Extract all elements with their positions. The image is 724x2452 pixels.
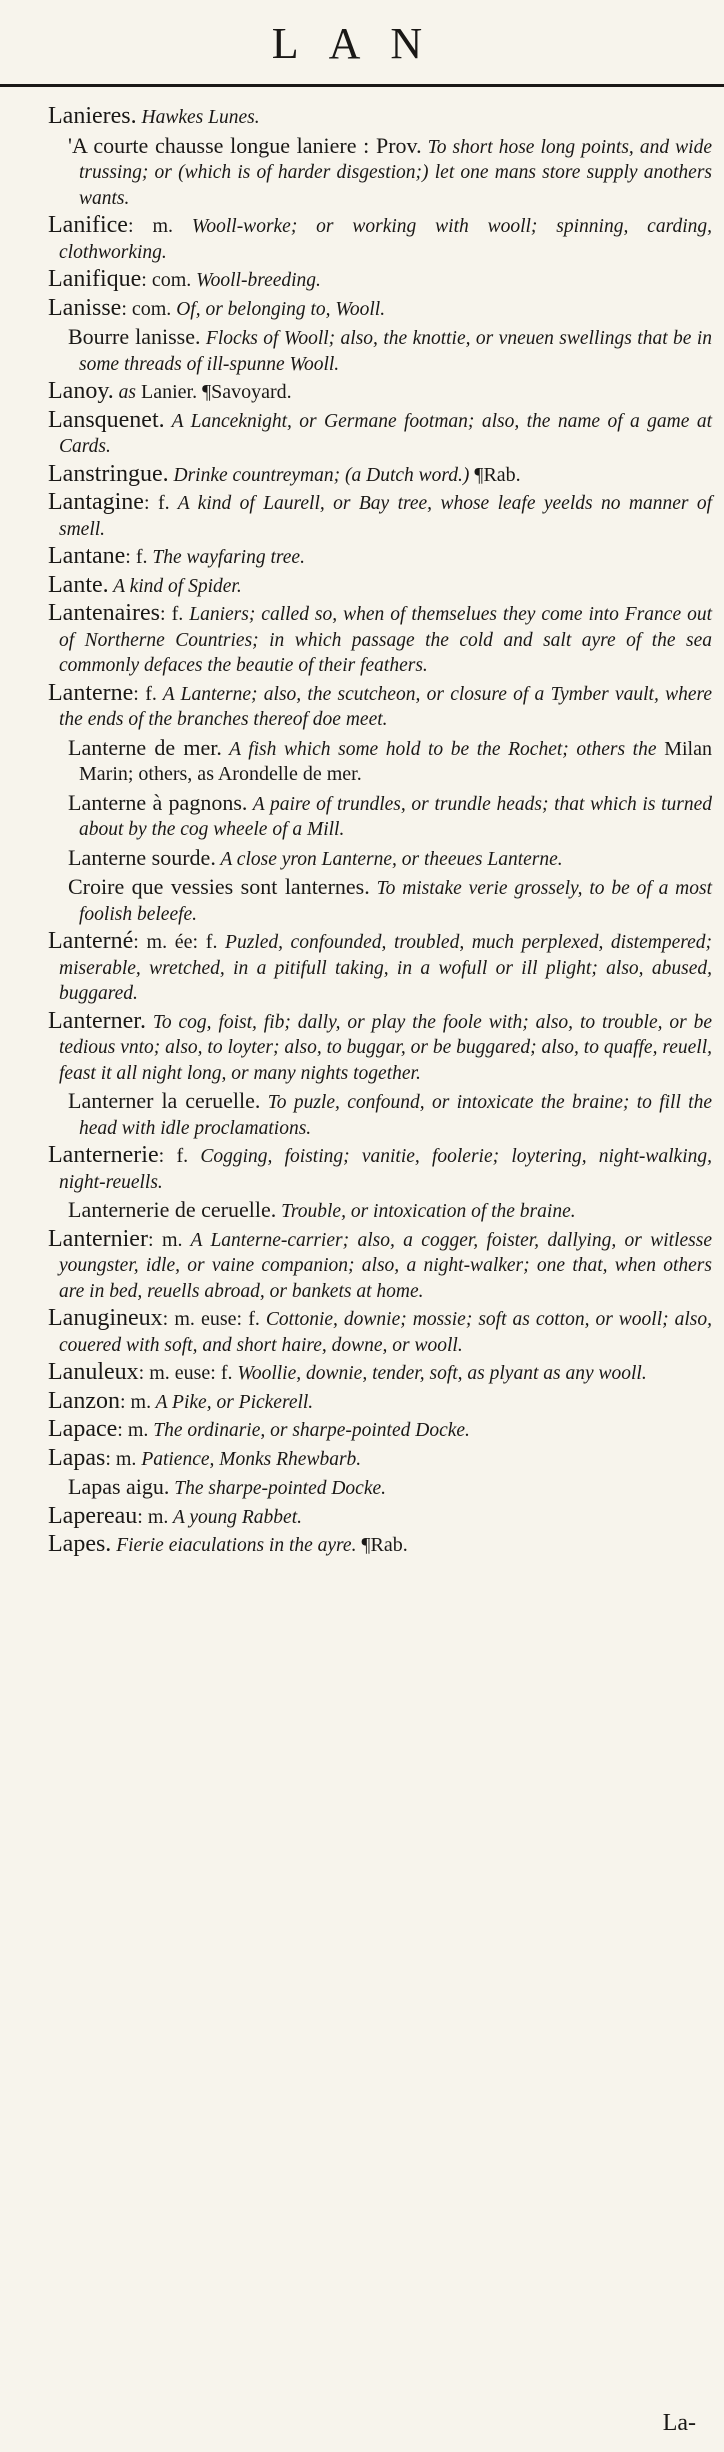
- headword: Lanternerie: [48, 1142, 159, 1168]
- sub-entry: [48, 1474, 712, 1502]
- headword: Lanternier: [48, 1225, 148, 1252]
- definition: Woollie, downie, tender, soft, as plyant as any wooll.: [232, 1363, 647, 1384]
- catchword: La-: [662, 2410, 696, 2436]
- headword: Lapas: [48, 1444, 106, 1471]
- entry-tail: ¶Rab.: [356, 1534, 408, 1556]
- grammar-label: : m.: [119, 1390, 152, 1413]
- headword: Lanterné: [48, 928, 134, 954]
- entry-tail: ¶Rab.: [469, 463, 521, 486]
- definition: The sharpe-pointed Docke.: [169, 1478, 387, 1499]
- definition: A paire of trundles, or trundle heads; that which is turned about by the cog wheele of a Mill.: [79, 793, 713, 840]
- definition: Of, or belonging to, Wooll.: [171, 298, 386, 320]
- dictionary-entry: [48, 1360, 712, 1387]
- definition: Patience, Monks Rhewbarb.: [136, 1448, 362, 1470]
- sub-entry: [48, 845, 712, 873]
- grammar-label: : f.: [125, 546, 148, 568]
- headword: Lanuleux: [48, 1359, 139, 1385]
- dictionary-entry: [48, 296, 712, 323]
- definition: Trouble, or intoxication of the braine.: [276, 1201, 576, 1222]
- definition: To short hose long points, and wide trussing; or (which is of harder disgestion;) let one mans store supply anothers wants.: [79, 136, 712, 209]
- headword: Lanifice: [48, 212, 128, 238]
- definition: The wayfaring tree.: [147, 547, 305, 568]
- definition: A fish which some hold to be the Rochet; others the: [221, 738, 657, 760]
- headword: Lantagine: [48, 489, 144, 515]
- grammar-label: : m.: [105, 1447, 137, 1470]
- definition: A Pike, or Pickerell.: [151, 1391, 314, 1413]
- definition: A young Rabbet.: [168, 1506, 302, 1528]
- headword: Lantane: [48, 543, 126, 569]
- dictionary-entry: [48, 1446, 712, 1473]
- definition: To puzle, confound, or intoxicate the braine; to fill the head with idle proclamations.: [79, 1092, 713, 1139]
- definition: Cottonie, downie; mossie; soft as cotton, or wooll; also, couered with soft, and short haire, downe, or wooll.: [59, 1309, 713, 1356]
- definition: Laniers; called so, when of themselues they come into France out of Northerne Countries; in which passage the cold and salt ayre of the sea commonly defaces the beautie of their feathers.: [59, 604, 712, 676]
- definition: A Lanterne; also, the scutcheon, or closure of a Tymber vault, where the ends of the branches thereof doe meet.: [59, 683, 713, 730]
- headword: Lanternerie de ceruelle.: [68, 1197, 277, 1222]
- headword: Lanieres.: [48, 103, 137, 129]
- entry-tail: Milan Marin; others, as Arondelle de mer.: [79, 737, 712, 785]
- definition: A Lanterne-carrier; also, a cogger, foister, dallying, or witlesse youngster, idle, or vaine companion; also, a night-walker; one that, when others are in bed, reuells abroad, or bankets at home.: [59, 1229, 712, 1302]
- dictionary-entry: [48, 267, 712, 294]
- header-rule: [0, 84, 724, 87]
- sub-entry: [48, 1197, 712, 1225]
- headword: Lanterne à pagnons.: [68, 789, 248, 815]
- headword: Lante.: [48, 571, 109, 598]
- entry-list: [48, 104, 712, 1561]
- definition: Wooll-breeding.: [191, 270, 321, 291]
- sub-entry: [48, 874, 712, 927]
- definition: To mistake verie grossely, to be of a most foolish beleefe.: [79, 878, 713, 925]
- grammar-label: : m.: [127, 215, 174, 237]
- definition: A kind of Laurell, or Bay tree, whose leafe yeelds no manner of smell.: [59, 493, 712, 540]
- headword: Lantenaires: [48, 600, 160, 626]
- definition: Cogging, foisting; vanitie, foolerie; loytering, night-walking, night-reuells.: [59, 1146, 713, 1193]
- headword: Lapas aigu.: [68, 1474, 170, 1499]
- definition: Puzled, confounded, troubled, much perplexed, distempered; miserable, wretched, in a pitifull taking, in a wofull or ill plight; also, abused, buggared.: [59, 932, 712, 1004]
- dictionary-entry: [48, 601, 712, 679]
- grammar-label: : com.: [121, 297, 172, 320]
- dictionary-entry: [48, 1306, 712, 1358]
- headword: Lanisse: [48, 294, 122, 321]
- dictionary-entry: [48, 573, 712, 600]
- grammar-label: : f.: [159, 603, 184, 625]
- dictionary-entry: [48, 1417, 712, 1444]
- grammar-label: : f.: [133, 682, 157, 705]
- dictionary-entry: [48, 408, 712, 460]
- dictionary-entry: [48, 490, 712, 542]
- definition: Drinke countreyman; (a Dutch word.): [168, 464, 470, 486]
- headword: Lanterner.: [48, 1007, 146, 1034]
- headword: Lanterner la ceruelle.: [68, 1088, 261, 1113]
- dictionary-entry: [48, 379, 712, 406]
- definition: Fierie eiaculations in the ayre.: [111, 1535, 357, 1556]
- grammar-label: : f.: [143, 492, 170, 514]
- headword: Lanterne: [48, 679, 134, 706]
- definition: A Lanceknight, or Germane footman; also, the name of a game at Cards.: [59, 410, 712, 457]
- dictionary-entry: [48, 213, 712, 265]
- definition: A kind of Spider.: [108, 575, 242, 597]
- headword: Lanterne sourde.: [68, 844, 216, 870]
- headword: 'A courte chausse longue laniere : Prov.: [68, 132, 422, 158]
- headword: Lanstringue.: [48, 460, 169, 487]
- headword: Lanoy.: [48, 378, 114, 404]
- definition: A close yron Lanterne, or theeues Lanterne.: [215, 848, 563, 870]
- headword: Lapace: [48, 1416, 118, 1442]
- dictionary-entry: [48, 544, 712, 571]
- headword: Lanterne de mer.: [68, 734, 222, 760]
- sub-entry: [48, 735, 712, 788]
- grammar-label: : com.: [141, 269, 192, 291]
- dictionary-entry: [48, 1227, 712, 1305]
- grammar-label: : m. euse: f.: [138, 1362, 233, 1384]
- headword: Lanifique: [48, 266, 142, 292]
- headword: Bourre lanisse.: [68, 324, 201, 349]
- sub-entry: [48, 1088, 712, 1141]
- sub-entry: [48, 324, 712, 377]
- definition: Hawkes Lunes.: [136, 107, 260, 128]
- dictionary-entry: [48, 681, 712, 733]
- grammar-label: : f.: [158, 1145, 189, 1167]
- grammar-label: : m.: [117, 1419, 149, 1441]
- dictionary-entry: [48, 1389, 712, 1416]
- grammar-label: : m. ée: f.: [133, 931, 218, 953]
- sub-entry: [48, 790, 712, 843]
- sub-entry: [48, 133, 712, 212]
- dictionary-entry: [48, 104, 712, 131]
- dictionary-entry: [48, 462, 712, 489]
- page-header: LAN: [271, 19, 453, 68]
- headword: Lapereau: [48, 1502, 138, 1529]
- definition: Wooll-worke; or working with wooll; spinning, carding, clothworking.: [59, 216, 712, 263]
- grammar-label: : m.: [147, 1228, 183, 1251]
- headword: Lapes.: [48, 1531, 112, 1557]
- entry-tail: Lanier. ¶Savoyard.: [135, 381, 292, 403]
- definition: as: [113, 382, 136, 403]
- grammar-label: : m.: [137, 1505, 169, 1528]
- definition: Flocks of Wooll; also, the knottie, or vneuen swellings that be in some threads of ill-spunne Wooll.: [79, 328, 712, 375]
- dictionary-entry: [48, 1532, 712, 1559]
- definition: The ordinarie, or sharpe-pointed Docke.: [148, 1420, 470, 1441]
- dictionary-entry: [48, 1009, 712, 1087]
- dictionary-entry: [48, 1143, 712, 1195]
- dictionary-entry: [48, 929, 712, 1007]
- headword: Lansquenet.: [48, 406, 165, 433]
- dictionary-entry: [48, 1504, 712, 1531]
- definition: To cog, foist, fib; dally, or play the foole with; also, to trouble, or be tedious vnto; also, to loyter; also, to buggar, or be buggared; also, to quaffe, reuell, feast it all night long, or many nights together.: [59, 1011, 712, 1084]
- headword: Croire que vessies sont lanternes.: [68, 874, 370, 899]
- headword: Lanugineux: [48, 1305, 163, 1331]
- headword: Lanzon: [48, 1387, 120, 1414]
- grammar-label: : m. euse: f.: [162, 1308, 260, 1330]
